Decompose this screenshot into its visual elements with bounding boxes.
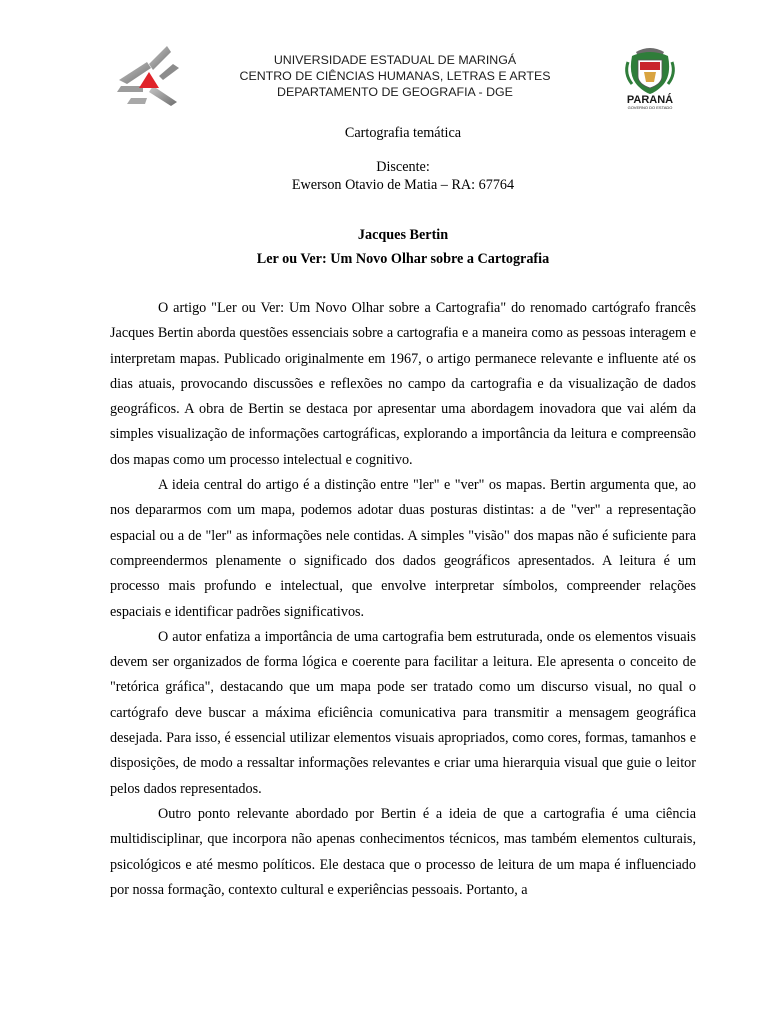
institution-header [200, 52, 590, 100]
paragraph: O artigo "Ler ou Ver: Um Novo Olhar sobre a Cartografia" do renomado cartógrafo francês Jacques Bertin aborda questões essenciais sobre a cartografia e a maneira como as pessoas interagem e interpretam mapas. Publicado originalmente em 1967, o artigo permanece relevante e influente até os dias atuais, provocando discussões e reflexões no campo da cartografia e da visualização de dados geográficos. A obra de Bertin se destaca por apresentar uma abordagem inovadora que vai além da simples visualização de informações cartográficas, explorando a importância da leitura e compreensão dos mapas como um processo intelectual e cognitivo. [110, 300, 696, 468]
paragraph: A ideia central do artigo é a distinção entre "ler" e "ver" os mapas. Bertin argumenta que, ao nos depararmos com um mapa, podemos adotar duas posturas distintas: a de "ver" a representação espacial ou a de "ler" as informações nele contidas. A simples "visão" dos mapas não é suficiente para compreendermos plenamente o significado dos dados geográficos apresentados. A leitura é um processo mais profundo e intelectual, que envolve interpretar símbolos, compreender relações espaciais e identificar padrões significativos. [110, 477, 696, 620]
student-name: Ewerson Otavio de Matia – RA: 67764 [291, 177, 515, 193]
article-body [110, 296, 696, 903]
student-label: Discente: [376, 159, 430, 175]
university-name: UNIVERSIDADE ESTADUAL DE MARINGÁ [273, 53, 517, 67]
parana-coat-of-arms-icon [618, 40, 682, 110]
paragraph: Outro ponto relevante abordado por Bertin é a ideia de que a cartografia é uma ciência multidisciplinar, que incorpora não apenas conhecimentos técnicos, mas também elementos culturais, psicológicos e até mesmo políticos. Ele destaca que o processo de leitura de um mapa é influenciado por nossa formação, contexto cultural e experiências pessoais. Portanto, a [110, 805, 696, 898]
article-author: Jacques Bertin [357, 227, 449, 243]
parana-logo-sublabel: GOVERNO DO ESTADO [627, 105, 673, 110]
department-name: DEPARTAMENTO DE GEOGRAFIA - DGE [277, 85, 513, 99]
center-name: CENTRO DE CIÊNCIAS HUMANAS, LETRAS E ARTES [239, 69, 551, 83]
course-title: Cartografia temática [344, 125, 462, 141]
parana-logo-label: PARANÁ [626, 94, 674, 106]
article-title: Ler ou Ver: Um Novo Olhar sobre a Cartografia [256, 251, 550, 267]
paragraph: O autor enfatiza a importância de uma cartografia bem estruturada, onde os elementos visuais devem ser organizados de forma lógica e coerente para facilitar a leitura. Ele apresenta o conceito de "retórica gráfica", destacando que um mapa pode ser tratado como um discurso visual, no qual o cartógrafo deve buscar a máxima eficiência comunicativa para transmitir a mensagem geográfica desejada. Para isso, é essencial utilizar elementos visuais apropriados, como cores, formas, tamanhos e disposições, de modo a ressaltar informações relevantes e criar uma hierarquia visual que guie o leitor pelos dados representados. [110, 628, 696, 797]
uem-logo-icon [113, 42, 183, 108]
